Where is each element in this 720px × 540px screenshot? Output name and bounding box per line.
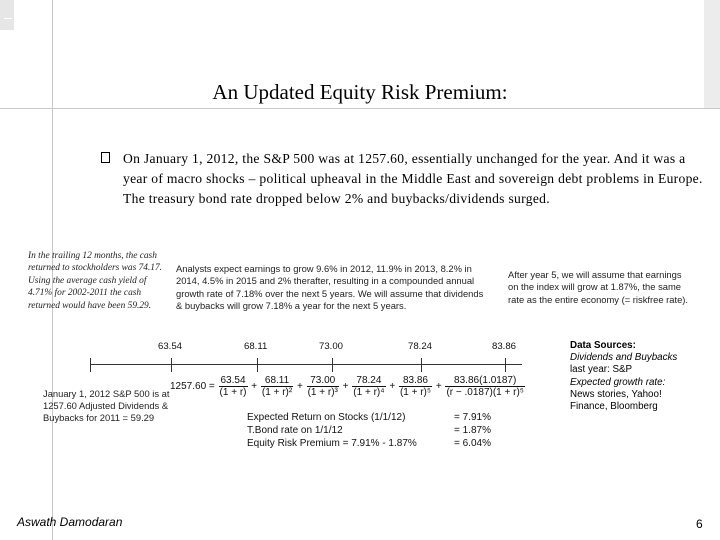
plus-sign: + — [342, 381, 349, 393]
pv-term-numerator: 73.00 — [307, 375, 339, 387]
price-term: 1257.60 = — [170, 381, 215, 393]
cash-flow-year-1: 63.54 — [158, 341, 183, 352]
data-sources — [570, 340, 710, 413]
data-sources-line: Dividends and Buybacks — [570, 352, 678, 364]
slide-corner-decoration — [0, 0, 14, 30]
bullet-text: On January 1, 2012, the S&P 500 was at 1257.60, essentially unchanged for the year. And it was a year of macro shocks – political upheaval in the Middle East and sovereign debt problems in Europe. The treasury bond rate dropped below 2% and buybacks/dividends surged. — [123, 151, 703, 206]
slide-corner-tick — [4, 18, 12, 19]
timeline-tick — [90, 358, 91, 372]
pv-term-numerator: 63.54 — [220, 375, 246, 386]
pv-term-4 — [352, 375, 385, 398]
present-value-equation — [170, 375, 526, 398]
plus-sign: + — [251, 381, 258, 393]
cash-flow-year-2: 68.11 — [244, 341, 268, 352]
cash-flow-year-3: 73.00 — [319, 341, 344, 352]
result-value-erp: = 6.04% — [454, 438, 491, 449]
pv-term-2 — [261, 375, 293, 398]
pv-term-numerator: 83.86 — [399, 375, 432, 387]
terminal-growth-note: After year 5, we will assume that earnings on the index will grow at 1.87%, the same rate as the entire economy (= riskfree rate). — [508, 269, 689, 305]
cash-returned-note: In the trailing 12 months, the cash returned to stockholders was 74.17. Using the average cash yield of 4.71% for 2002-2011 the cash returned would have been 59.29. — [28, 251, 163, 311]
timeline-axis — [90, 364, 522, 365]
slide-horizontal-rule — [0, 108, 720, 109]
timeline-tick — [421, 358, 422, 372]
pv-term-numerator: 78.24 — [352, 375, 385, 387]
result-value-tbond: = 1.87% — [454, 425, 491, 436]
pv-term-denominator: (1 + r) — [219, 387, 247, 398]
timeline-tick — [171, 358, 172, 372]
footer-author: Aswath Damodaran — [17, 515, 123, 529]
pv-term-denominator: (1 + r)⁵ — [399, 387, 432, 398]
timeline-tick — [332, 358, 333, 372]
pv-term-numerator: 68.11 — [261, 375, 293, 387]
timeline-tick — [257, 358, 258, 372]
result-label-tbond: T.Bond rate on 1/1/12 — [247, 425, 343, 436]
index-level-note: January 1, 2012 S&P 500 is at 1257.60 Adjusted Dividends & Buybacks for 2011 = 59.29 — [43, 388, 170, 423]
cash-flow-year-5: 83.86 — [492, 341, 517, 352]
pv-term-denominator: (1 + r)⁴ — [353, 387, 385, 398]
result-value-expected-return: = 7.91% — [454, 412, 491, 423]
slide-title: An Updated Equity Risk Premium: — [212, 80, 508, 104]
pv-terminal-term — [445, 375, 525, 398]
pv-term-3 — [307, 375, 339, 398]
data-sources-heading: Data Sources: — [570, 340, 636, 351]
result-label-expected-return: Expected Return on Stocks (1/1/12) — [247, 412, 406, 423]
bullet-box-icon — [101, 152, 110, 163]
data-sources-line: last year: S&P — [570, 364, 633, 376]
data-sources-line: News stories, Yahoo! — [570, 388, 662, 400]
cash-flow-year-4: 78.24 — [408, 341, 433, 352]
pv-term-denominator: (1 + r)³ — [307, 387, 338, 398]
plus-sign: + — [389, 381, 396, 393]
plus-sign: + — [435, 381, 442, 393]
pv-term-denominator: (1 + r)² — [261, 387, 293, 398]
data-sources-line: Expected growth rate: — [570, 376, 666, 388]
plus-sign: + — [296, 381, 303, 393]
timeline-tick — [505, 358, 506, 372]
data-sources-line: Finance, Bloomberg — [570, 401, 658, 413]
page-number: 6 — [696, 517, 703, 531]
pv-term-denominator: (r − .0187)(1 + r)⁵ — [446, 387, 524, 398]
pv-term-5 — [399, 375, 432, 398]
pv-term-numerator: 83.86(1.0187) — [445, 375, 525, 387]
analyst-growth-note: Analysts expect earnings to grow 9.6% in 2012, 11.9% in 2013, 8.2% in 2014, 4.5% in 2015 and 2% therafter, resulting in a compounded annual growth rate of 7.18% over the next 5 years. We will assume that dividends & buybacks will grow 7.18% a year for the next 5 years. — [176, 263, 484, 312]
result-label-erp: Equity Risk Premium = 7.91% - 1.87% — [247, 438, 417, 449]
pv-term-1 — [219, 375, 248, 398]
